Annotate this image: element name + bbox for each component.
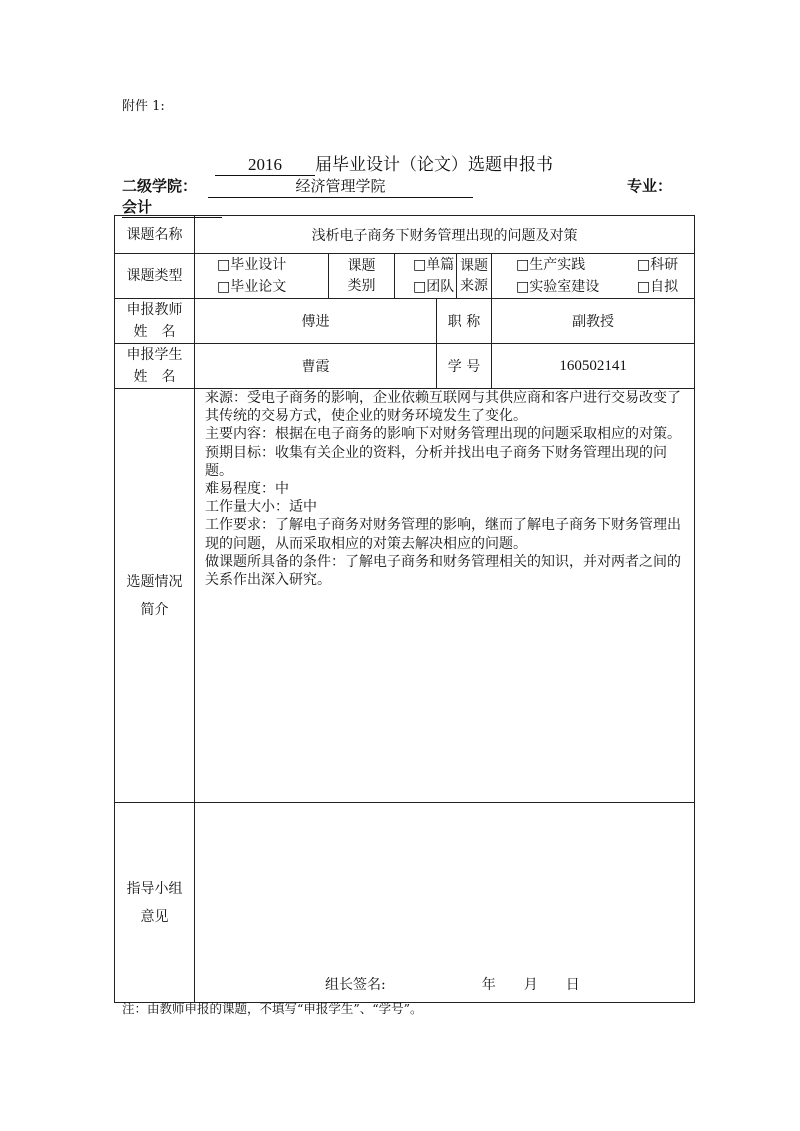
intro-line: 预期目标：收集有关企业的资料，分析并找出电子商务下财务管理出现的问题。 — [205, 444, 667, 479]
teacher-label — [115, 299, 195, 344]
category-options — [395, 254, 457, 299]
intro-row — [115, 389, 695, 803]
college-label: 二级学院： — [122, 177, 198, 195]
opinion-label — [115, 803, 195, 1003]
application-form-table — [114, 215, 695, 1003]
intro-content[interactable] — [195, 389, 695, 803]
category-label — [329, 254, 395, 299]
student-label-line1: 申报学生 — [126, 347, 183, 363]
student-label-line2: 姓 名 — [133, 369, 176, 385]
topic-type-options — [195, 254, 329, 299]
page-title — [215, 150, 553, 176]
checkbox-team[interactable]: □团队 — [413, 279, 455, 295]
checkbox-self-proposed[interactable]: □自拟 — [636, 279, 679, 295]
topic-label: 课题名称 — [115, 216, 195, 254]
student-label — [115, 344, 195, 389]
student-name[interactable]: 曹霞 — [195, 344, 437, 389]
opinion-label-line2: 意见 — [140, 908, 169, 925]
checkbox-lab-construction[interactable]: □实验室建设 — [516, 279, 600, 295]
intro-line: 做课题所具备的条件：了解电子商务和财务管理相关的知识，并对两者之间的关系作出深入研究。 — [205, 553, 681, 589]
topic-type-row — [115, 254, 695, 299]
major-label: 专业： — [627, 177, 673, 195]
attachment-label: 附件 1: — [122, 99, 165, 114]
teacher-title-label: 职 称 — [437, 299, 492, 344]
student-id-value[interactable]: 160502141 — [492, 344, 695, 389]
signature-label: 组长签名: — [325, 977, 386, 993]
teacher-label-line2: 姓 名 — [133, 324, 176, 340]
intro-line: 工作要求：了解电子商务对财务管理的影响，继而了解电子商务下财务管理出现的问题，从而采取相应的对策去解决相应的问题。 — [205, 517, 681, 552]
teacher-title-value[interactable]: 副教授 — [492, 299, 695, 344]
signature-line — [325, 974, 580, 994]
sign-month: 月 — [523, 977, 538, 993]
source-label — [457, 254, 492, 299]
checkbox-research[interactable]: □科研 — [636, 257, 679, 273]
college-value[interactable]: 经济管理学院 — [208, 175, 473, 198]
intro-label — [115, 389, 195, 803]
topic-row — [115, 216, 695, 254]
student-row — [115, 344, 695, 389]
title-text: 届毕业设计（论文）选题申报书 — [315, 155, 553, 175]
student-id-label: 学 号 — [437, 344, 492, 389]
intro-label-line1: 选题情况 — [126, 573, 183, 590]
intro-line: 难易程度：中 — [205, 481, 289, 498]
topic-value[interactable]: 浅析电子商务下财务管理出现的问题及对策 — [195, 216, 695, 254]
intro-label-line2: 简介 — [140, 601, 169, 618]
teacher-row — [115, 299, 695, 344]
opinion-row — [115, 803, 695, 1003]
sign-day: 日 — [565, 977, 580, 993]
source-label-line2: 来源 — [460, 278, 488, 294]
teacher-label-line1: 申报教师 — [126, 302, 183, 318]
topic-type-label: 课题类型 — [115, 254, 195, 299]
major-value[interactable]: 会计 — [122, 196, 222, 218]
opinion-content[interactable] — [195, 803, 695, 1003]
source-label-line1: 课题 — [460, 258, 488, 274]
checkbox-single[interactable]: □单篇 — [413, 257, 455, 273]
source-options — [492, 254, 695, 299]
footnote: 注：由教师申报的课题，不填写“申报学生”、“学号”。 — [122, 1001, 423, 1016]
category-label-line2: 类别 — [347, 278, 376, 294]
checkbox-graduation-thesis[interactable]: □毕业论文 — [217, 279, 287, 295]
teacher-name[interactable]: 傅进 — [195, 299, 437, 344]
intro-line: 主要内容：根据在电子商务的影响下对财务管理出现的问题采取相应的对策。 — [205, 426, 681, 443]
checkbox-production-practice[interactable]: □生产实践 — [516, 257, 586, 273]
opinion-label-line1: 指导小组 — [126, 880, 183, 897]
intro-line: 来源：受电子商务的影响，企业依赖互联网与其供应商和客户进行交易改变了其传统的交易方式，使企业的财务环境发生了变化。 — [205, 390, 681, 425]
sign-year: 年 — [481, 977, 496, 993]
category-label-line1: 课题 — [347, 258, 376, 274]
title-year: 2016 — [215, 155, 315, 176]
intro-line: 工作量大小：适中 — [205, 499, 317, 516]
checkbox-graduation-design[interactable]: □毕业设计 — [217, 257, 287, 273]
